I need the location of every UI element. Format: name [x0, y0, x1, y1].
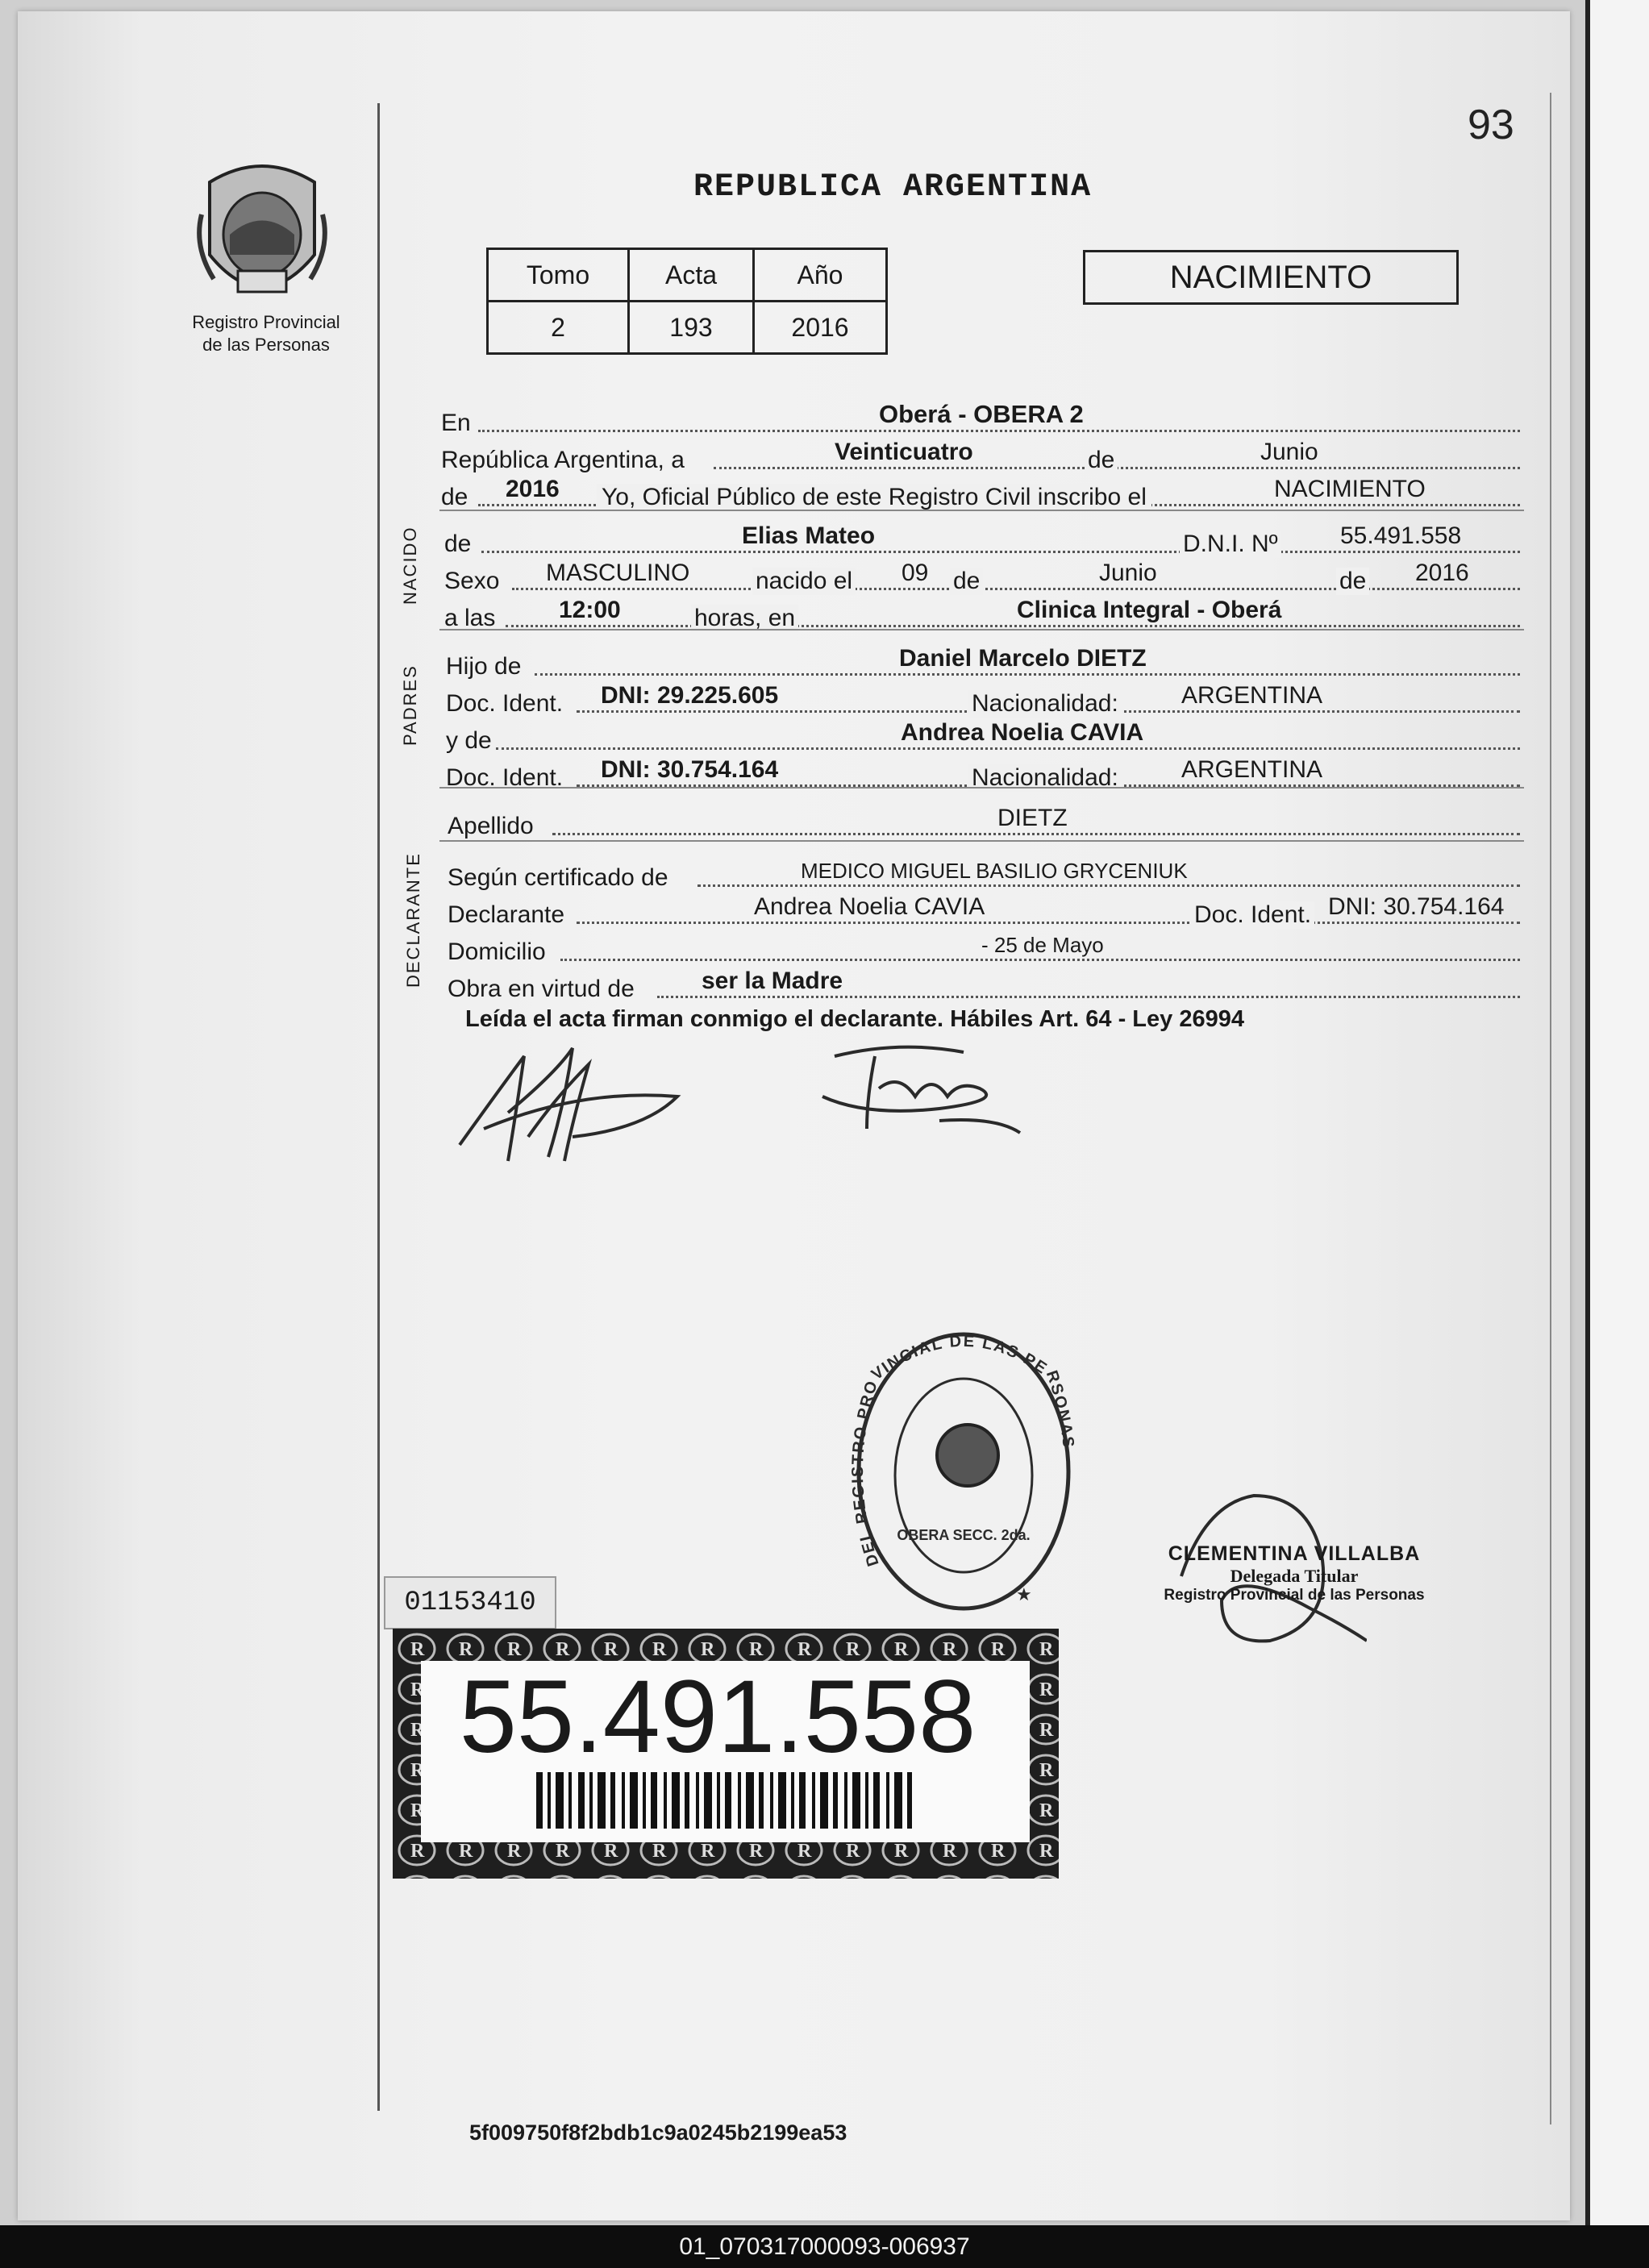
sexo-label: Sexo: [444, 568, 500, 594]
seal-ring-text: DEL REGISTRO PROVINCIAL DE LAS PERSONAS: [848, 1332, 1077, 1569]
mother-nationality: ARGENTINA: [1181, 756, 1323, 783]
line-padre-doc: [439, 676, 1524, 717]
hijo-label: Hijo de: [446, 653, 522, 680]
child-dni: 55.491.558: [1340, 522, 1462, 549]
line-hora: [439, 590, 1524, 631]
line-domicilio: [439, 924, 1524, 965]
declarante-label: Declarante: [448, 901, 565, 928]
father-doc: DNI: 29.225.605: [601, 682, 779, 709]
acta-header: Acta: [629, 249, 754, 302]
line-sexo: [439, 553, 1524, 594]
declarant-signature: [452, 1040, 693, 1169]
org-line-2: de las Personas: [202, 335, 330, 355]
line-madre-doc: [439, 750, 1524, 791]
document-hash: 5f009750f8f2bdb1c9a0245b2199ea53: [469, 2120, 847, 2145]
anio-value: 2016: [754, 302, 887, 354]
official-name: CLEMENTINA VILLALBA: [1168, 1542, 1421, 1565]
register-table: [486, 248, 888, 355]
de-label: de: [1085, 447, 1118, 474]
line-certificado: [439, 850, 1524, 891]
line-declarante: [439, 887, 1524, 928]
nacido-el-label: nacido el: [752, 568, 856, 595]
de2-label: de: [441, 484, 468, 510]
domicilio-value: - 25 de Mayo: [981, 933, 1104, 957]
en-label: En: [441, 410, 471, 436]
declarante-section-label: DECLARANTE: [403, 852, 423, 988]
mother-doc: DNI: 30.754.164: [601, 756, 779, 783]
serial-number-label: 01153410: [384, 1576, 556, 1629]
horas-label: horas, en: [691, 605, 798, 632]
tomo-value: 2: [488, 302, 629, 354]
republica-label: República Argentina, a: [441, 447, 685, 473]
line-padre: [439, 639, 1524, 680]
registry-seal-stamp: [847, 1322, 1081, 1621]
child-name: Elias Mateo: [742, 522, 876, 549]
month-value: Junio: [1260, 439, 1318, 465]
svg-text:★: ★: [1016, 1584, 1032, 1604]
register-value-row: [488, 302, 887, 354]
birth-month: Junio: [1099, 560, 1157, 586]
acta-value: 193: [629, 302, 754, 354]
year-value: 2016: [506, 476, 560, 502]
line-apellido: [439, 798, 1524, 839]
line-en: [439, 395, 1524, 436]
province-emblem: [194, 158, 331, 311]
label-dni-number: 55.491.558: [459, 1659, 976, 1775]
inscribo-label: Yo, Oficial Público de este Registro Civil inscribo el: [597, 484, 1151, 511]
official-org: Registro Provincial de las Personas: [1164, 1587, 1425, 1604]
nacido-de2-label: de: [950, 568, 983, 595]
birth-day: 09: [902, 560, 929, 586]
anio-header: Año: [754, 249, 887, 302]
inscribo-value: NACIMIENTO: [1274, 476, 1426, 502]
page-number: 93: [1468, 102, 1514, 148]
a-las-label: a las: [444, 605, 496, 631]
left-margin-rule: [377, 103, 380, 2111]
issuing-organization: [161, 311, 371, 356]
birth-place: Clinica Integral - Oberá: [1017, 597, 1282, 623]
declarante-doc: DNI: 30.754.164: [1328, 893, 1505, 920]
segun-label: Según certificado de: [448, 864, 668, 891]
father-doc-label: Doc. Ident.: [446, 690, 564, 717]
scan-footer-code: 01_070317000093-006937: [0, 2225, 1649, 2268]
location-value: Oberá - OBERA 2: [879, 400, 1084, 428]
father-nat-label: Nacionalidad:: [968, 690, 1122, 718]
nacido-section-label: NACIDO: [400, 526, 420, 605]
document-title: REPUBLICA ARGENTINA: [693, 169, 1093, 206]
nacido-de-label: de: [444, 531, 472, 557]
declarante-doc-label: Doc. Ident.: [1191, 901, 1314, 929]
page-edge-strip: [1585, 0, 1649, 2225]
father-nationality: ARGENTINA: [1181, 682, 1323, 709]
line-fecha: [439, 432, 1524, 473]
birth-time: 12:00: [559, 597, 621, 623]
nacido-de3-label: de: [1336, 568, 1369, 595]
apellido-label: Apellido: [448, 813, 534, 839]
right-margin-rule: [1550, 93, 1551, 2124]
line-nombre: [439, 516, 1524, 557]
official-block: [1141, 1542, 1447, 1604]
mother-nat-label: Nacionalidad:: [968, 764, 1122, 792]
seal-inner-text: OBERA SECC. 2da.: [897, 1527, 1031, 1543]
obra-label: Obra en virtud de: [448, 976, 635, 1002]
yde-label: y de: [446, 727, 492, 754]
official-signature: [818, 1040, 1036, 1145]
line-madre: [439, 713, 1524, 754]
father-name: Daniel Marcelo DIETZ: [899, 645, 1147, 672]
declarante-name: Andrea Noelia CAVIA: [754, 893, 985, 920]
tomo-header: Tomo: [488, 249, 629, 302]
padres-section-label: PADRES: [400, 664, 420, 746]
mother-doc-label: Doc. Ident.: [446, 764, 564, 791]
line-obra: [439, 961, 1524, 1002]
certificado-value: MEDICO MIGUEL BASILIO GRYCENIUK: [801, 859, 1188, 883]
closing-statement: Leída el acta firman conmigo el declarante. Hábiles Art. 64 - Ley 26994: [465, 1006, 1244, 1032]
apellido-value: DIETZ: [997, 805, 1068, 831]
mother-name: Andrea Noelia CAVIA: [901, 719, 1144, 746]
obra-value: ser la Madre: [702, 968, 843, 994]
org-line-1: Registro Provincial: [192, 312, 340, 332]
domicilio-label: Domicilio: [448, 938, 546, 965]
birth-year: 2016: [1415, 560, 1469, 586]
official-title: Delegada Titular: [1230, 1566, 1359, 1586]
sexo-value: MASCULINO: [546, 560, 690, 586]
line-inscribo: [439, 469, 1524, 510]
dni-label: D.N.I. Nº: [1180, 531, 1281, 558]
record-type-box: NACIMIENTO: [1083, 250, 1459, 305]
register-header-row: [488, 249, 887, 302]
day-value: Veinticuatro: [835, 439, 973, 465]
